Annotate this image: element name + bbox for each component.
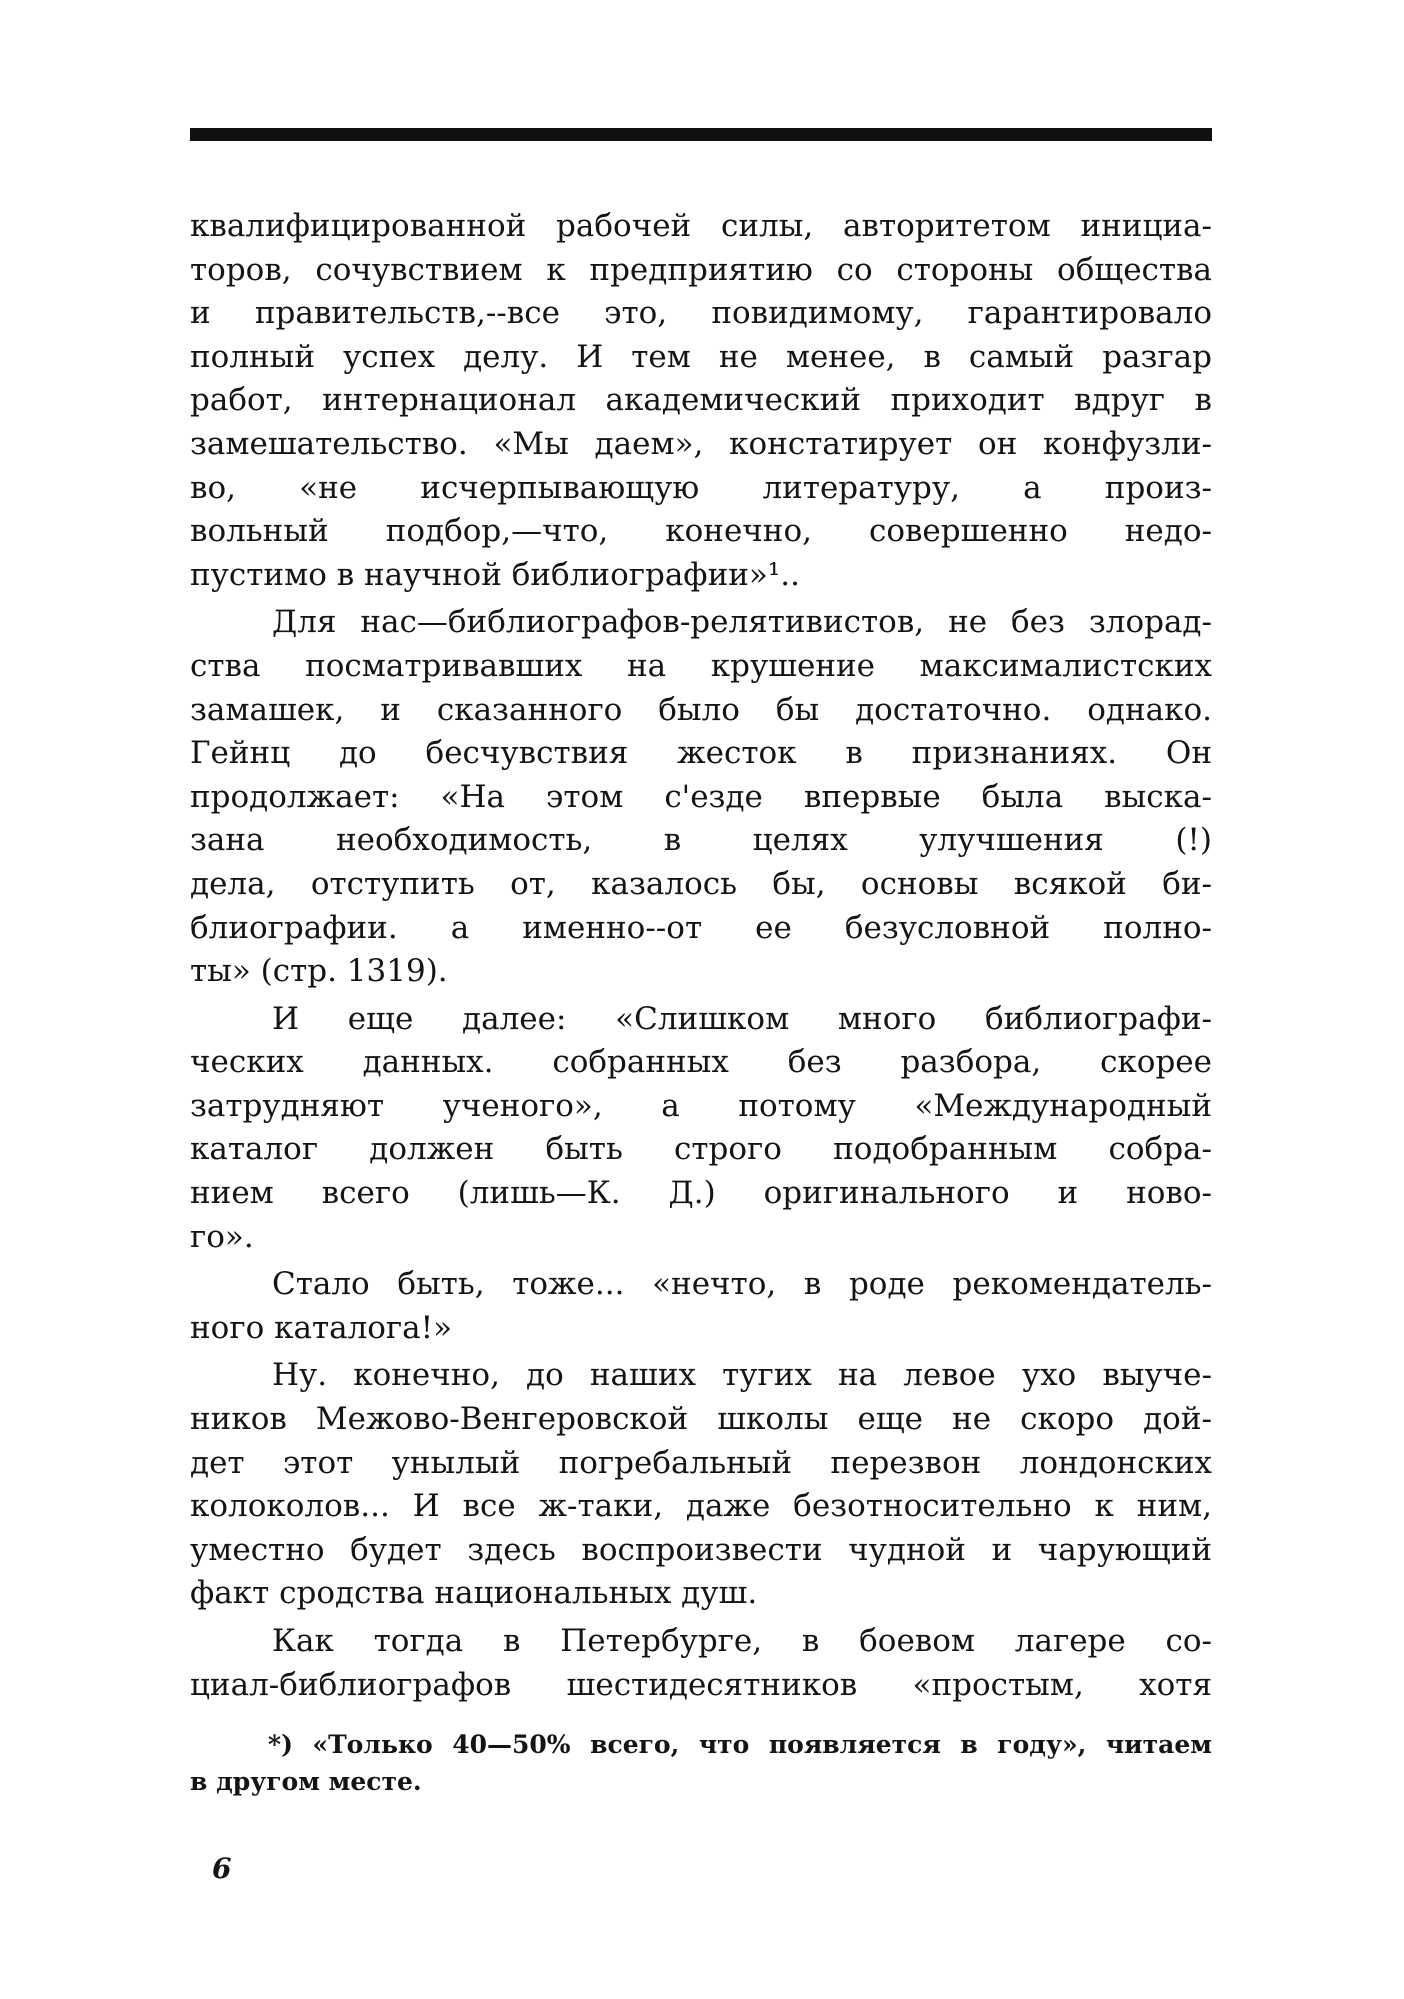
text-line: Стало быть, тоже... «нечто, в роде рекомендатель-: [272, 1266, 1212, 1303]
page-number: 6: [212, 1852, 232, 1885]
header-rule: [190, 128, 1212, 141]
text-line: Гейнц до бесчувствия жесток в признаниях. Он: [190, 735, 1212, 772]
text-line: замашек, и сказанного было бы достаточно. однако.: [190, 691, 1212, 728]
text-line: блиографии. а именно--от ее безусловной полно-: [190, 909, 1212, 946]
text-line: во, «не исчерпывающую литературу, а произ-: [190, 469, 1212, 506]
text-line: продолжает: «На этом с'езде впервые была выска-: [190, 778, 1212, 815]
paragraph: [190, 601, 1212, 993]
text-line: Ну. конечно, до наших тугих на левое ухо выуче-: [272, 1357, 1212, 1394]
text-line: вольный подбор,—что, конечно, совершенно недо-: [190, 513, 1212, 550]
text-line: ты» (стр. 1319).: [190, 953, 448, 990]
text-line: дет этот унылый погребальный перезвон лондонских: [190, 1444, 1212, 1481]
footnote-line: в другом месте.: [190, 1767, 422, 1796]
text-line: каталог должен быть строго подобранным собра-: [190, 1131, 1212, 1168]
text-line: квалифицированной рабочей силы, авторитетом инициа-: [190, 208, 1212, 244]
paragraph: [190, 1263, 1212, 1350]
text-line: дела, отступить от, казалось бы, основы всякой би-: [190, 865, 1212, 902]
text-line: торов, сочувствием к предприятию со стороны общества: [190, 251, 1212, 288]
text-line: замешательство. «Мы даем», констатирует он конфузли-: [190, 425, 1212, 462]
text-line: Для нас—библиографов-релятивистов, не без злорад-: [272, 604, 1212, 641]
paragraph: [190, 205, 1212, 597]
text-line: нием всего (лишь—К. Д.) оригинального и ново-: [190, 1175, 1212, 1212]
text-line: работ, интернационал академический приходит вдруг в: [190, 382, 1212, 419]
text-line: И еще далее: «Слишком много библиографи-: [272, 1000, 1212, 1037]
footnote: [190, 1726, 1212, 1800]
text-line: факт сродства национальных душ.: [190, 1575, 758, 1612]
paragraph: [190, 1354, 1212, 1616]
text-line: Как тогда в Петербурге, в боевом лагере со-: [272, 1623, 1212, 1659]
text-line: уместно будет здесь воспроизвести чудной и чарующий: [190, 1531, 1212, 1568]
text-line: пустимо в научной библиографии»¹..: [190, 556, 800, 593]
text-line: ства посматривавших на крушение максималистских: [190, 647, 1212, 684]
paragraph: [190, 998, 1212, 1260]
paragraph: [190, 1620, 1212, 1707]
text-line: го».: [190, 1218, 254, 1255]
text-line: и правительств,--все это, повидимому, гарантировало: [190, 295, 1212, 332]
text-line: полный успех делу. И тем не менее, в самый разгар: [190, 338, 1212, 375]
text-line: затрудняют ученого», а потому «Международный: [190, 1087, 1212, 1124]
footnote-line: *) «Только 40—50% всего, что появляется в году», читаем: [268, 1730, 1212, 1759]
text-line: ников Межово-Венгеровской школы еще не скоро дой-: [190, 1401, 1212, 1438]
text-line: ческих данных. собранных без разбора, скорее: [190, 1044, 1212, 1081]
text-line: зана необходимость, в целях улучшения (!): [190, 822, 1212, 859]
text-line: ного каталога!»: [190, 1309, 453, 1346]
text-line: колоколов... И все ж-таки, даже безотносительно к ним,: [190, 1488, 1212, 1525]
text-line: циал-библиографов шестидесятников «простым, хотя: [190, 1666, 1212, 1703]
main-text: [190, 205, 1212, 1707]
